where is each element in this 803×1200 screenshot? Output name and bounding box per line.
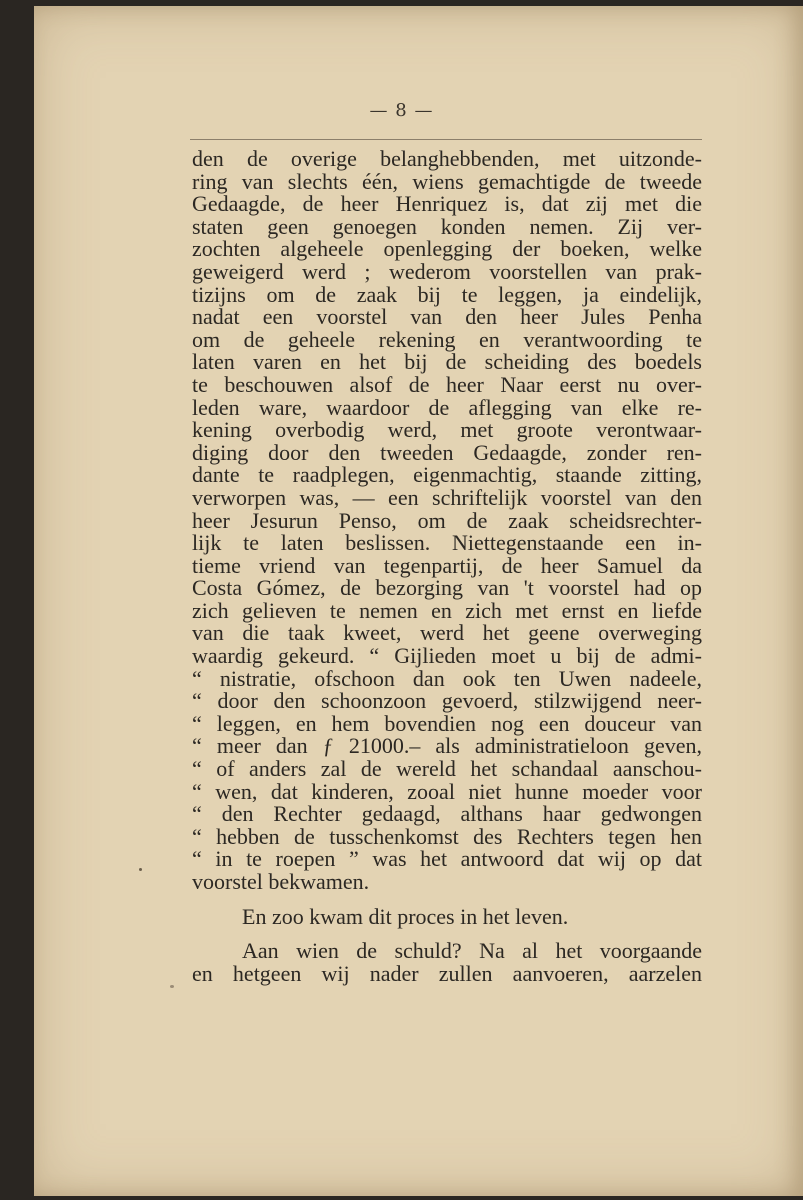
text-line: kening overbodig werd, met groote verontwaar- — [192, 417, 702, 443]
text-line: waardig gekeurd. “ Gijlieden moet u bij de admi- — [192, 643, 702, 669]
paragraph-2 — [192, 903, 702, 929]
text-line: diging door den tweeden Gedaagde, zonder ren- — [192, 439, 702, 465]
paragraph-3 — [192, 940, 702, 985]
text-line: geweigerd werd ; wederom voorstellen van prak- — [192, 258, 702, 284]
text-line: lijk te laten beslissen. Niettegenstaande een in- — [192, 530, 702, 556]
text-line: tizijns om de zaak bij te leggen, ja eindelijk, — [192, 281, 702, 307]
text-line: Aan wien de schuld? Na al het voorgaande — [242, 938, 702, 964]
text-line: “ wen, dat kinderen, zooal niet hunne moeder voor — [192, 778, 702, 804]
paragraph-1 — [192, 148, 702, 894]
text-line: “ hebben de tusschenkomst des Rechters tegen hen — [192, 823, 702, 849]
text-line: en hetgeen wij nader zullen aanvoeren, aarzelen — [192, 960, 702, 986]
body-text — [192, 148, 702, 985]
text-line: voorstel bekwamen. — [192, 869, 370, 894]
text-line: “ of anders zal de wereld het schandaal aanschou- — [192, 756, 702, 782]
paper-speck — [139, 868, 142, 871]
text-line: zich gelieven te nemen en zich met ernst en liefde — [192, 597, 702, 623]
text-line: “ meer dan ƒ 21000.– als administratieloon geven, — [192, 733, 702, 759]
text-line: leden ware, waardoor de aflegging van elke re- — [192, 394, 702, 420]
text-line: staten geen genoegen konden nemen. Zij ver- — [192, 213, 702, 239]
text-line: En zoo kwam dit proces in het leven. — [242, 903, 569, 929]
text-line: dante te raadplegen, eigenmachtig, staande zitting, — [192, 462, 702, 488]
text-line: Costa Gómez, de bezorging van 't voorstel had op — [192, 575, 702, 601]
text-line: nadat een voorstel van den heer Jules Penha — [192, 304, 702, 330]
text-line: den de overige belanghebbenden, met uitzonde- — [192, 146, 702, 171]
text-line: “ in te roepen ” was het antwoord dat wij op dat — [192, 846, 702, 872]
text-line: heer Jesurun Penso, om de zaak scheidsrechter- — [192, 507, 702, 533]
text-line: Gedaagde, de heer Henriquez is, dat zij met die — [192, 191, 702, 217]
text-line: “ den Rechter gedaagd, althans haar gedwongen — [192, 801, 702, 827]
text-line: “ door den schoonzoon gevoerd, stilzwijgend neer- — [192, 688, 702, 714]
text-line: tieme vriend van tegenpartij, de heer Samuel da — [192, 552, 702, 578]
text-line: ring van slechts één, wiens gemachtigde de tweede — [192, 168, 702, 194]
text-line: verworpen was, — een schriftelijk voorstel van den — [192, 484, 702, 510]
text-line: van die taak kweet, werd het geene overweging — [192, 620, 702, 646]
paper-speck — [170, 985, 174, 988]
text-line: om de geheele rekening en verantwoording te — [192, 326, 702, 352]
text-line: te beschouwen alsof de heer Naar eerst nu over- — [192, 371, 702, 397]
header-rule — [190, 139, 702, 140]
text-line: “ nistratie, ofschoon dan ook ten Uwen nadeele, — [192, 665, 702, 691]
text-line: “ leggen, en hem bovendien nog een douceur van — [192, 710, 702, 736]
page-number: — 8 — — [369, 100, 434, 121]
text-line: laten varen en het bij de scheiding des boedels — [192, 349, 702, 375]
text-line: zochten algeheele openlegging der boeken, welke — [192, 236, 702, 262]
